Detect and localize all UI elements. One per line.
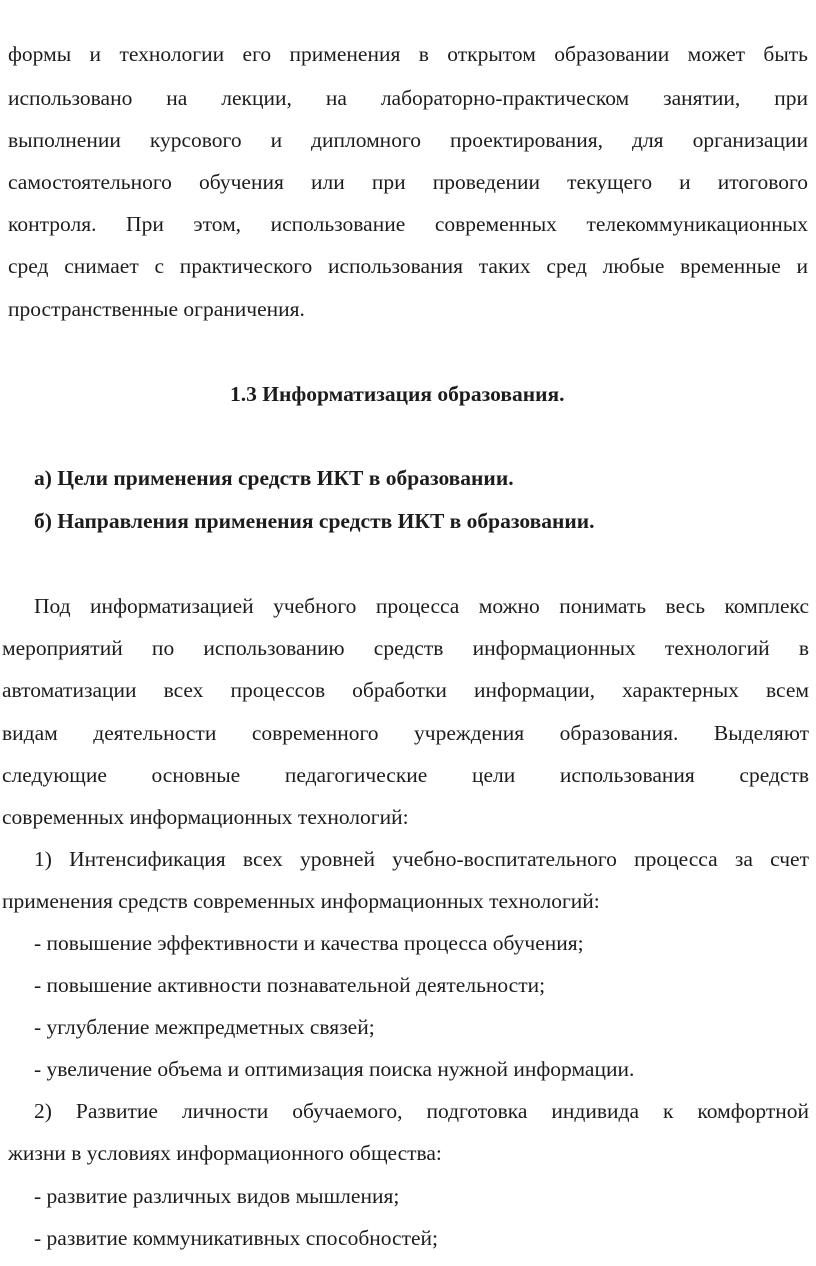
goal-2-line: жизни в условиях информационного общества: — [8, 1141, 442, 1165]
intro-line: выполнении курсового и дипломного проектирования, для организации — [8, 128, 808, 152]
subheading: а) Цели применения средств ИКТ в образовании. — [34, 466, 514, 490]
intro-line: формы и технологии его применения в открытом образовании может быть — [8, 42, 808, 66]
section-heading: 1.3 Информатизация образования. — [230, 382, 565, 406]
intro-line: сред снимает с практического использования таких сред любые временные и — [8, 254, 808, 278]
list-item: - развитие различных видов мышления; — [34, 1184, 400, 1208]
list-item: - повышение активности познавательной деятельности; — [34, 973, 546, 997]
list-item: - увеличение объема и оптимизация поиска нужной информации. — [34, 1057, 635, 1081]
subheading: б) Направления применения средств ИКТ в образовании. — [34, 509, 595, 533]
goal-1-line: 1) Интенсификация всех уровней учебно-воспитательного процесса за счет — [34, 847, 809, 871]
goal-1-line: применения средств современных информационных технологий: — [2, 889, 600, 913]
main-line: автоматизации всех процессов обработки информации, характерных всем — [2, 678, 809, 702]
intro-line: пространственные ограничения. — [8, 297, 305, 321]
main-line: Под информатизацией учебного процесса можно понимать весь комплекс — [34, 594, 809, 618]
intro-line: использовано на лекции, на лабораторно-практическом занятии, при — [8, 86, 808, 110]
main-line: видам деятельности современного учреждения образования. Выделяют — [2, 721, 809, 745]
list-item: - повышение эффективности и качества процесса обучения; — [34, 931, 584, 955]
main-line: современных информационных технологий: — [2, 805, 409, 829]
intro-line: контроля. При этом, использование современных телекоммуникационных — [8, 212, 808, 236]
goal-2-line: 2) Развитие личности обучаемого, подготовка индивида к комфортной — [34, 1099, 809, 1123]
list-item: - углубление межпредметных связей; — [34, 1015, 375, 1039]
intro-line: самостоятельного обучения или при проведении текущего и итогового — [8, 170, 808, 194]
main-line: следующие основные педагогические цели использования средств — [2, 763, 809, 787]
main-line: мероприятий по использованию средств информационных технологий в — [2, 636, 809, 660]
list-item: - развитие коммуникативных способностей; — [34, 1226, 439, 1250]
